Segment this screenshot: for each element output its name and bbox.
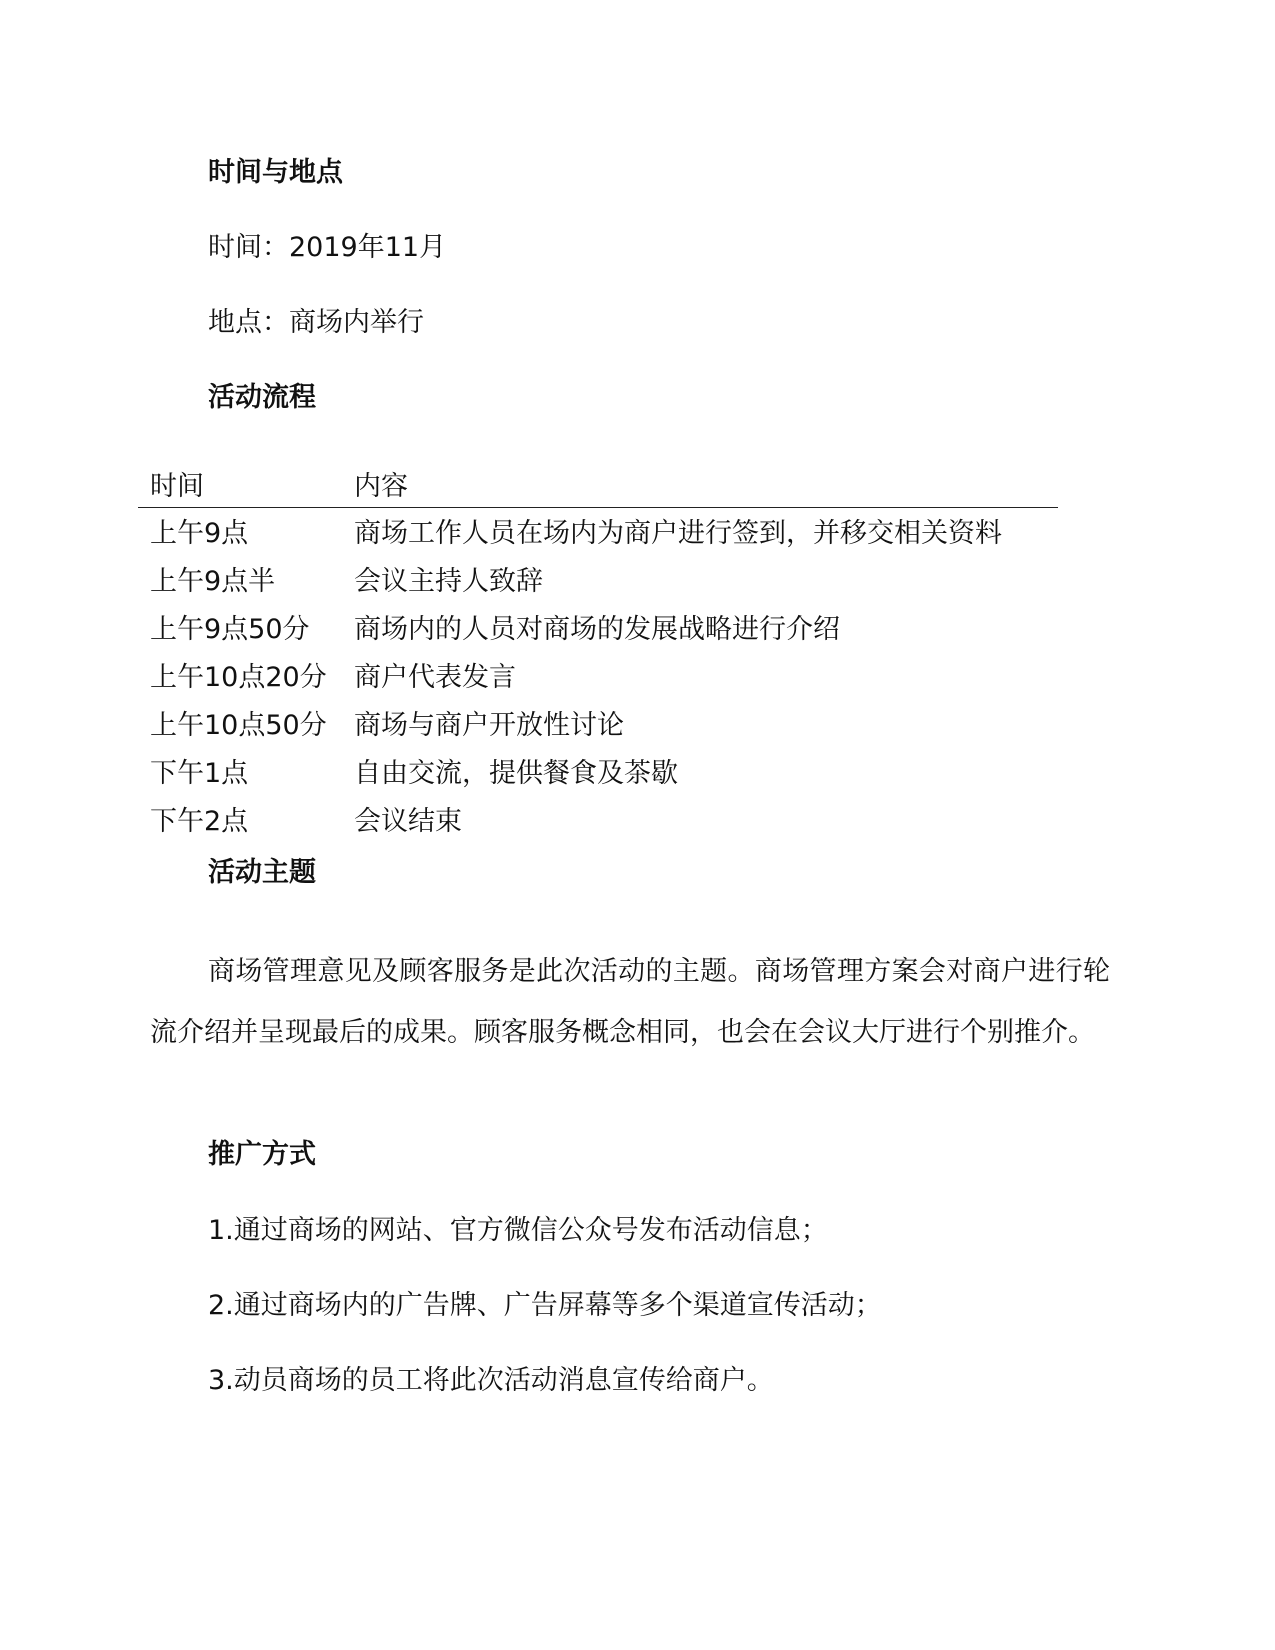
heading-activity-theme: 活动主题: [208, 857, 316, 888]
table-cell-time: 上午10点20分: [150, 662, 327, 693]
table-row: [138, 562, 1058, 610]
table-cell-content: 商场与商户开放性讨论: [354, 710, 624, 741]
table-cell-time: 上午10点50分: [150, 710, 327, 741]
table-header-time: 时间: [150, 471, 204, 502]
table-cell-time: 上午9点: [150, 518, 249, 549]
table-cell-content: 自由交流，提供餐食及茶歇: [354, 758, 678, 789]
table-cell-content: 商户代表发言: [354, 662, 516, 693]
promo-item: 2.通过商场内的广告牌、广告屏幕等多个渠道宣传活动；: [208, 1290, 882, 1321]
schedule-table: [138, 467, 1058, 850]
table-cell-time: 上午9点半: [150, 566, 276, 597]
table-row: [138, 706, 1058, 754]
theme-paragraph: 商场管理意见及顾客服务是此次活动的主题。商场管理方案会对商户进行轮流介绍并呈现最后的成果。顾客服务概念相同，也会在会议大厅进行个别推介。: [150, 956, 1110, 1048]
heading-activity-flow: 活动流程: [208, 382, 316, 413]
heading-promotion: 推广方式: [208, 1139, 316, 1170]
table-cell-content: 商场工作人员在场内为商户进行签到，并移交相关资料: [354, 518, 1002, 549]
table-row: [138, 610, 1058, 658]
promo-item: 3.动员商场的员工将此次活动消息宣传给商户。: [208, 1365, 774, 1396]
table-header-row: [138, 467, 1058, 508]
table-cell-time: 下午1点: [150, 758, 249, 789]
promo-item: 1.通过商场的网站、官方微信公众号发布活动信息；: [208, 1215, 828, 1246]
table-cell-time: 上午9点50分: [150, 614, 310, 645]
table-row: [138, 754, 1058, 802]
table-cell-time: 下午2点: [150, 806, 249, 837]
time-line: 时间：2019年11月: [208, 232, 447, 263]
table-row: [138, 514, 1058, 562]
table-header-content: 内容: [354, 471, 408, 502]
table-cell-content: 商场内的人员对商场的发展战略进行介绍: [354, 614, 840, 645]
table-row: [138, 658, 1058, 706]
table-cell-content: 会议结束: [354, 806, 462, 837]
place-line: 地点：商场内举行: [208, 307, 424, 338]
heading-time-place: 时间与地点: [208, 157, 343, 188]
table-row: [138, 802, 1058, 850]
table-cell-content: 会议主持人致辞: [354, 566, 543, 597]
